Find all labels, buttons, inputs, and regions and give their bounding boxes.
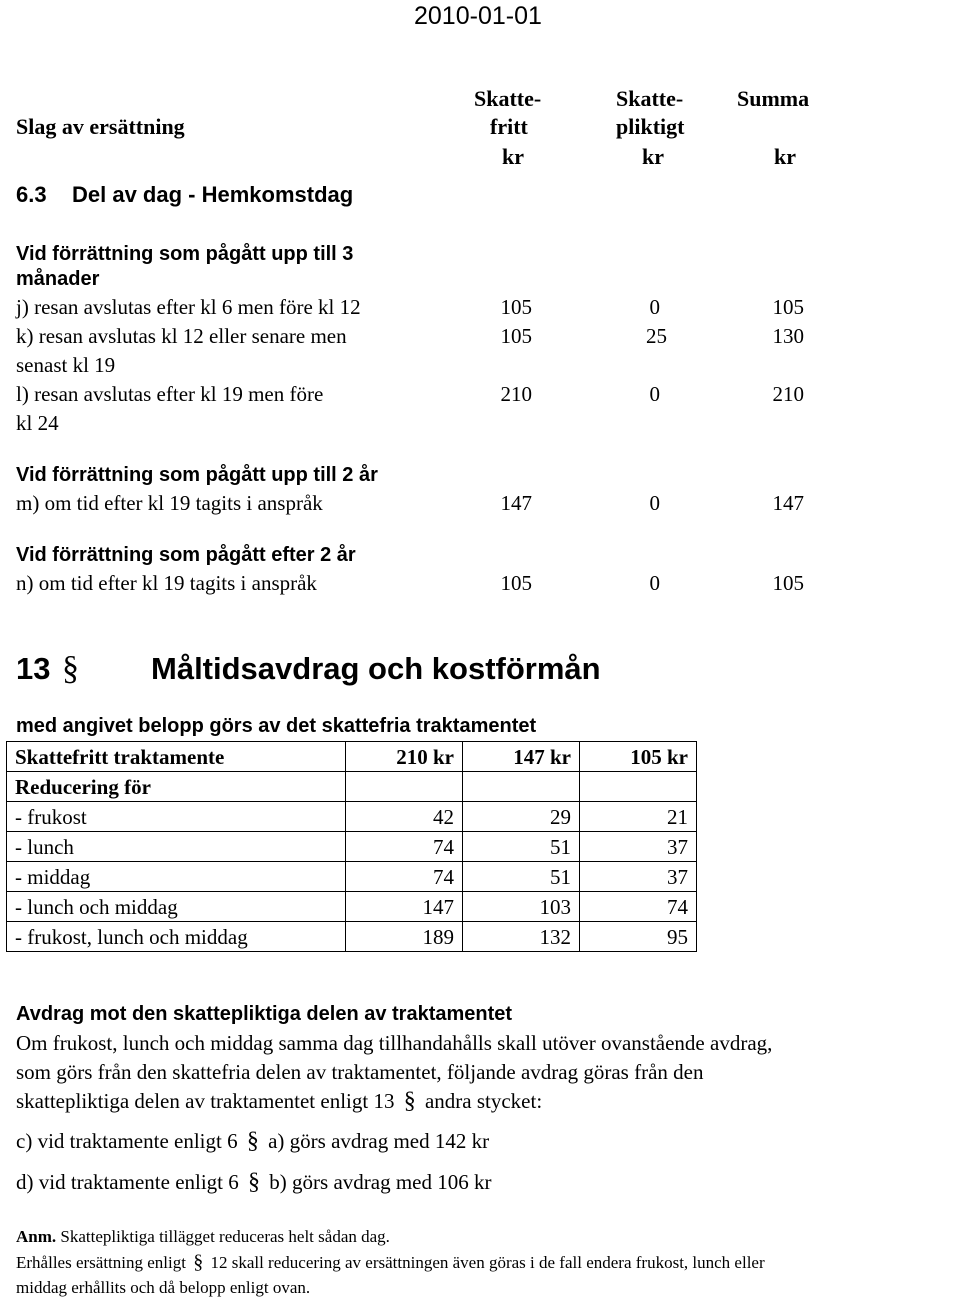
column-header-skattepliktigt-1: Skatte- bbox=[616, 86, 684, 111]
row-value-skattepliktigt: 0 bbox=[649, 295, 660, 319]
paragraph-text: d) vid traktamente enligt 6 bbox=[16, 1170, 239, 1194]
table-caption: med angivet belopp görs av det skattefria traktamentet bbox=[16, 715, 537, 737]
note-label: Anm. bbox=[16, 1227, 57, 1246]
table-cell-value: 21 bbox=[580, 802, 697, 832]
group-heading: Vid förrättning som pågått upp till 2 år bbox=[16, 464, 378, 486]
row-value-summa: 105 bbox=[772, 295, 804, 319]
meal-deduction-table bbox=[6, 741, 697, 952]
chapter-title: Måltidsavdrag och kostförmån bbox=[151, 651, 601, 686]
note-line: middag erhållits och då belopp enligt ovan. bbox=[16, 1278, 311, 1297]
row-value-skattepliktigt: 0 bbox=[649, 491, 660, 515]
row-label: k) resan avslutas kl 12 eller senare men bbox=[16, 324, 347, 348]
table-cell-value: 74 bbox=[346, 832, 463, 862]
row-value-skattepliktigt: 0 bbox=[649, 571, 660, 595]
column-header-slag: Slag av ersättning bbox=[16, 114, 185, 139]
section-title: Del av dag - Hemkomstdag bbox=[72, 182, 354, 207]
section-number: 6.3 bbox=[16, 182, 47, 207]
paragraph-text: andra stycket: bbox=[424, 1089, 543, 1113]
paragraph-text: a) görs avdrag med 142 kr bbox=[268, 1129, 490, 1153]
group-heading: Vid förrättning som pågått efter 2 år bbox=[16, 544, 356, 566]
row-value-summa: 210 bbox=[772, 382, 804, 406]
row-value-skattefritt: 105 bbox=[500, 295, 532, 319]
table-cell-value: 74 bbox=[580, 892, 697, 922]
paragraph-symbol: § bbox=[403, 1088, 416, 1114]
column-header-skattefritt-unit: kr bbox=[502, 144, 524, 169]
note-text: Erhålles ersättning enligt bbox=[16, 1253, 186, 1272]
paragraph-line: som görs från den skattefria delen av traktamentet, följande avdrag göras från den bbox=[16, 1060, 704, 1084]
table-row bbox=[7, 892, 697, 922]
paragraph-line: Om frukost, lunch och middag samma dag tillhandahålls skall utöver ovanstående avdrag, bbox=[16, 1031, 773, 1055]
column-header-summa-unit: kr bbox=[774, 144, 796, 169]
table-cell-label: - lunch bbox=[7, 832, 346, 862]
chapter-number: 13 bbox=[16, 651, 51, 686]
table-cell-value: 95 bbox=[580, 922, 697, 952]
table-cell-value: 103 bbox=[463, 892, 580, 922]
row-value-summa: 130 bbox=[772, 324, 804, 348]
table-cell-label: - frukost, lunch och middag bbox=[7, 922, 346, 952]
table-cell-value: 147 bbox=[346, 892, 463, 922]
row-value-skattefritt: 105 bbox=[500, 324, 532, 348]
table-cell-value: 74 bbox=[346, 862, 463, 892]
table-cell-value: 51 bbox=[463, 832, 580, 862]
note-line bbox=[16, 1227, 390, 1247]
note-line bbox=[16, 1251, 765, 1274]
note-text: 12 skall reducering av ersättningen även göras i de fall endera frukost, lunch eller bbox=[210, 1253, 765, 1272]
table-cell-value bbox=[346, 772, 463, 802]
table-cell-label: Reducering för bbox=[7, 772, 346, 802]
row-label: j) resan avslutas efter kl 6 men före kl 12 bbox=[16, 295, 361, 319]
table-cell-value: 105 kr bbox=[580, 742, 697, 772]
table-cell-value: 147 kr bbox=[463, 742, 580, 772]
table-cell-label: - frukost bbox=[7, 802, 346, 832]
column-header-skattepliktigt-2: pliktigt bbox=[616, 114, 685, 139]
paragraph-text: b) görs avdrag med 106 kr bbox=[269, 1170, 492, 1194]
column-header-skattefritt-1: Skatte- bbox=[474, 86, 542, 111]
table-cell-label: - middag bbox=[7, 862, 346, 892]
table-row bbox=[7, 832, 697, 862]
group-heading-cont: månader bbox=[16, 268, 100, 290]
table-cell-value bbox=[580, 772, 697, 802]
row-value-skattepliktigt: 25 bbox=[646, 324, 667, 348]
table-row bbox=[7, 742, 697, 772]
paragraph-text: skattepliktiga delen av traktamentet enligt 13 bbox=[16, 1089, 395, 1113]
table-row bbox=[7, 802, 697, 832]
group-heading: Vid förrättning som pågått upp till 3 bbox=[16, 243, 354, 265]
document-date: 2010-01-01 bbox=[414, 2, 542, 30]
row-label: m) om tid efter kl 19 tagits i anspråk bbox=[16, 491, 323, 515]
table-cell-value: 29 bbox=[463, 802, 580, 832]
column-header-summa: Summa bbox=[737, 86, 810, 111]
paragraph-symbol: § bbox=[193, 1251, 204, 1273]
row-label-cont: senast kl 19 bbox=[16, 353, 116, 377]
paragraph-line bbox=[16, 1087, 542, 1117]
table-cell-label: - lunch och middag bbox=[7, 892, 346, 922]
table-cell-value: 42 bbox=[346, 802, 463, 832]
row-label: l) resan avslutas efter kl 19 men före bbox=[16, 382, 324, 406]
table-cell-value: 51 bbox=[463, 862, 580, 892]
row-value-summa: 105 bbox=[772, 571, 804, 595]
deduction-line-c bbox=[16, 1127, 489, 1157]
row-value-summa: 147 bbox=[772, 491, 804, 515]
table-cell-value: 132 bbox=[463, 922, 580, 952]
paragraph-symbol: § bbox=[248, 1169, 261, 1195]
table-cell-label: Skattefritt traktamente bbox=[7, 742, 346, 772]
row-value-skattepliktigt: 0 bbox=[649, 382, 660, 406]
row-value-skattefritt: 210 bbox=[500, 382, 532, 406]
table-row bbox=[7, 772, 697, 802]
table-cell-value bbox=[463, 772, 580, 802]
column-header-skattefritt-2: fritt bbox=[490, 114, 528, 139]
table-row bbox=[7, 922, 697, 952]
deduction-line-d bbox=[16, 1168, 491, 1198]
table-cell-value: 189 bbox=[346, 922, 463, 952]
table-cell-value: 210 kr bbox=[346, 742, 463, 772]
column-header-skattepliktigt-unit: kr bbox=[642, 144, 664, 169]
row-label: n) om tid efter kl 19 tagits i anspråk bbox=[16, 571, 317, 595]
paragraph-symbol: § bbox=[62, 650, 79, 687]
note-text: Skattepliktiga tillägget reduceras helt sådan dag. bbox=[60, 1227, 390, 1246]
paragraph-symbol: § bbox=[246, 1128, 259, 1154]
paragraph-text: c) vid traktamente enligt 6 bbox=[16, 1129, 238, 1153]
table-row bbox=[7, 862, 697, 892]
row-value-skattefritt: 147 bbox=[500, 491, 532, 515]
row-value-skattefritt: 105 bbox=[500, 571, 532, 595]
table-cell-value: 37 bbox=[580, 862, 697, 892]
row-label-cont: kl 24 bbox=[16, 411, 59, 435]
section-heading: Avdrag mot den skattepliktiga delen av traktamentet bbox=[16, 1003, 513, 1025]
table-cell-value: 37 bbox=[580, 832, 697, 862]
